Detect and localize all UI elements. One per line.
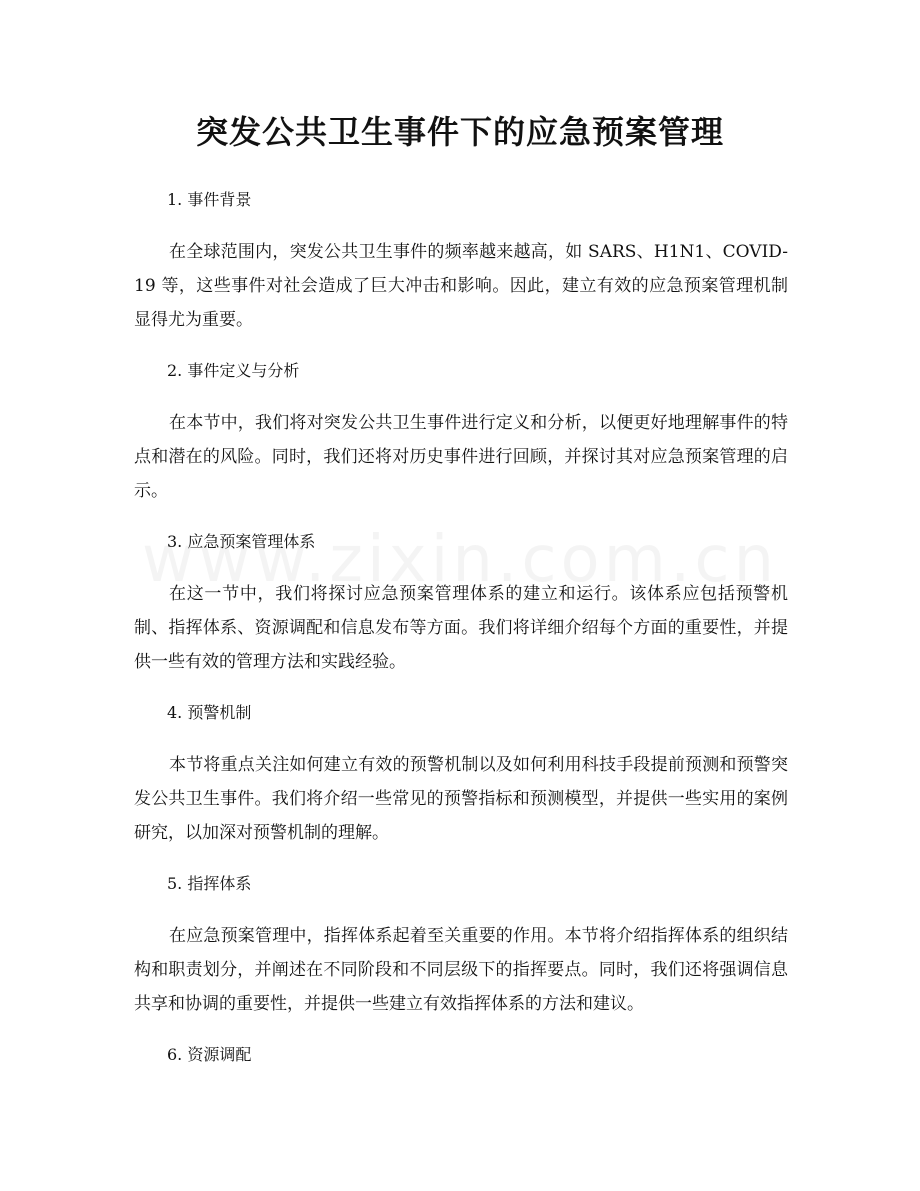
section-heading: 1. 事件背景 bbox=[167, 190, 252, 209]
section-paragraph: 在这一节中，我们将探讨应急预案管理体系的建立和运行。该体系应包括预警机制、指挥体系、资源调配和信息发布等方面。我们将详细介绍每个方面的重要性，并提供一些有效的管理方法和实践经验。 bbox=[134, 584, 788, 672]
section-heading: 3. 应急预案管理体系 bbox=[167, 532, 316, 551]
section-2 bbox=[134, 354, 788, 508]
section-paragraph: 在应急预案管理中，指挥体系起着至关重要的作用。本节将介绍指挥体系的组织结构和职责划分，并阐述在不同阶段和不同层级下的指挥要点。同时，我们还将强调信息共享和协调的重要性，并提供一些建立有效指挥体系的方法和建议。 bbox=[134, 926, 788, 1014]
section-paragraph: 在本节中，我们将对突发公共卫生事件进行定义和分析，以便更好地理解事件的特点和潜在的风险。同时，我们还将对历史事件进行回顾，并探讨其对应急预案管理的启示。 bbox=[134, 413, 788, 501]
section-4 bbox=[134, 696, 788, 850]
section-6 bbox=[134, 1038, 788, 1072]
section-heading: 6. 资源调配 bbox=[167, 1045, 252, 1064]
document-body bbox=[134, 183, 788, 1072]
section-paragraph: 本节将重点关注如何建立有效的预警机制以及如何利用科技手段提前预测和预警突发公共卫生事件。我们将介绍一些常见的预警指标和预测模型，并提供一些实用的案例研究，以加深对预警机制的理解。 bbox=[134, 755, 788, 843]
section-paragraph: 在全球范围内，突发公共卫生事件的频率越来越高，如 SARS、H1N1、COVID-19 等，这些事件对社会造成了巨大冲击和影响。因此，建立有效的应急预案管理机制显得尤为重要。 bbox=[134, 242, 788, 330]
section-heading: 4. 预警机制 bbox=[167, 703, 252, 722]
section-5 bbox=[134, 867, 788, 1021]
section-3 bbox=[134, 525, 788, 679]
section-1 bbox=[134, 183, 788, 337]
section-heading: 5. 指挥体系 bbox=[167, 874, 252, 893]
section-heading: 2. 事件定义与分析 bbox=[167, 361, 300, 380]
document-title: 突发公共卫生事件下的应急预案管理 bbox=[195, 113, 724, 151]
